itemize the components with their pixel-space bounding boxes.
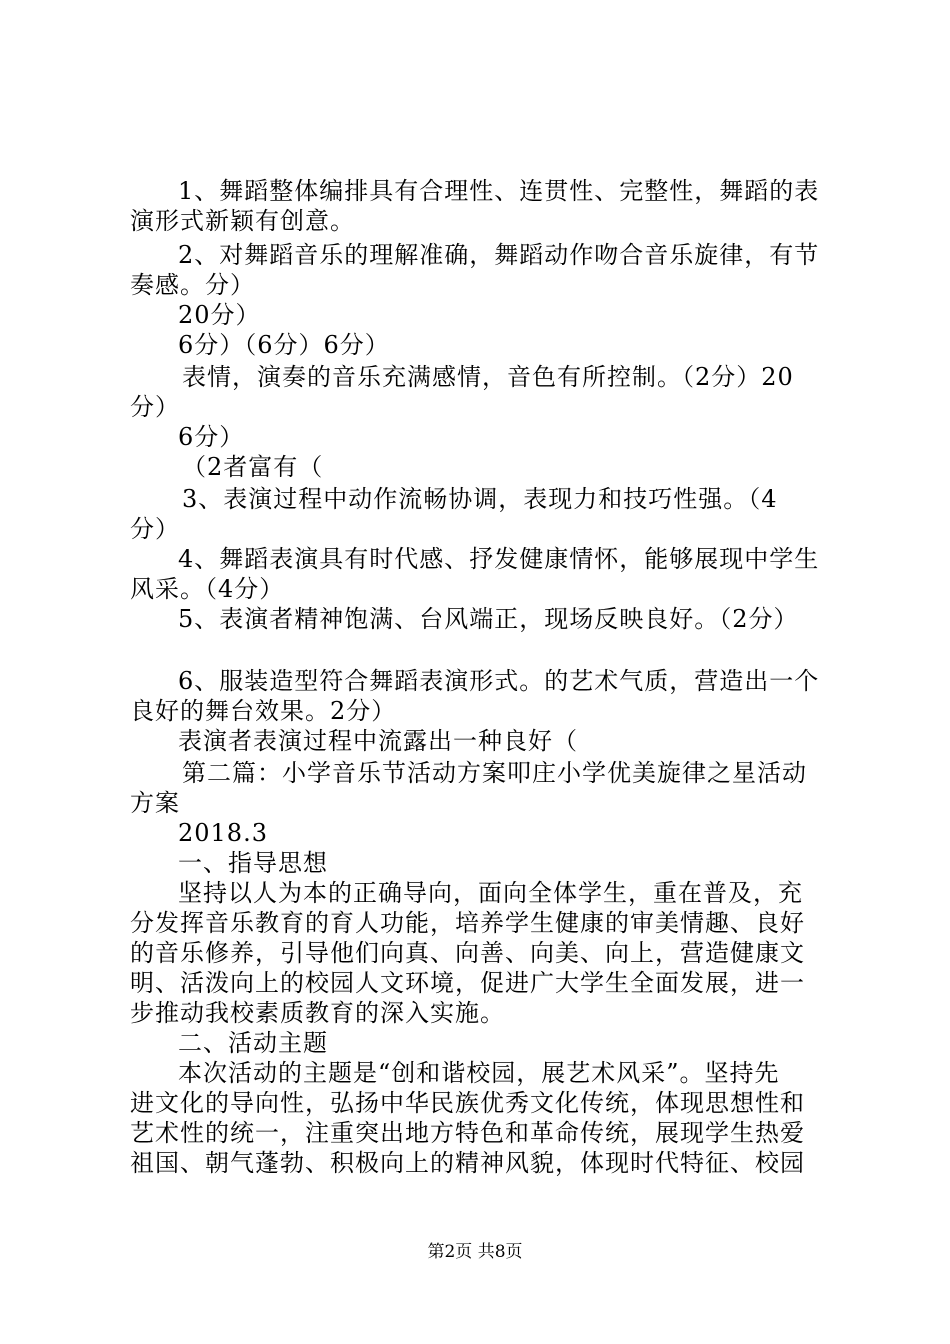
heading: 二、活动主题 xyxy=(178,1029,328,1057)
text-line: 6、服装造型符合舞蹈表演形式。的艺术气质，营造出一个 xyxy=(178,667,820,695)
text-line: 表演者表演过程中流露出一种良好（ xyxy=(178,727,578,755)
text-line: 3、表演过程中动作流畅协调，表现力和技巧性强。（4 xyxy=(182,485,778,513)
text-line: 良好的舞台效果。2分） xyxy=(130,697,397,725)
text-line: 20分） xyxy=(178,301,261,329)
text-line: 的音乐修养，引导他们向真、向善、向美、向上，营造健康文 xyxy=(130,939,805,967)
text-line: 表情，演奏的音乐充满感情，音色有所控制。（2分）20 xyxy=(182,363,794,391)
page-number-footer: 第2页 共8页 xyxy=(427,1242,523,1262)
text-line: 进文化的导向性，弘扬中华民族优秀文化传统，体现思想性和 xyxy=(130,1089,805,1117)
text-line: 艺术性的统一，注重突出地方特色和革命传统，展现学生热爱 xyxy=(130,1119,805,1147)
text-line: 明、活泼向上的校园人文环境，促进广大学生全面发展，进一 xyxy=(130,969,805,997)
text-line: 4、舞蹈表演具有时代感、抒发健康情怀，能够展现中学生 xyxy=(178,545,820,573)
text-line: 分） xyxy=(130,515,180,543)
text-line: （2者富有（ xyxy=(182,453,324,481)
text-line: 1、舞蹈整体编排具有合理性、连贯性、完整性，舞蹈的表 xyxy=(178,177,820,205)
text-line: 演形式新颖有创意。 xyxy=(130,207,355,235)
text-line: 5、表演者精神饱满、台风端正，现场反映良好。（2分） xyxy=(178,605,799,633)
text-line: 分） xyxy=(130,393,180,421)
text-line: 6分）（6分）6分） xyxy=(178,331,390,359)
text-line: 奏感。分） xyxy=(130,271,255,299)
text-line: 风采。（4分） xyxy=(130,575,285,603)
heading: 一、指导思想 xyxy=(178,849,328,877)
text-line: 步推动我校素质教育的深入实施。 xyxy=(130,999,505,1027)
text-line: 本次活动的主题是“创和谐校园，展艺术风采”。坚持先 xyxy=(178,1059,780,1087)
text-line: 分发挥音乐教育的育人功能，培养学生健康的审美情趣、良好 xyxy=(130,909,805,937)
date-line: 2018.3 xyxy=(178,819,268,847)
section-title: 方案 xyxy=(130,789,180,817)
section-title: 第二篇：小学音乐节活动方案叩庄小学优美旋律之星活动 xyxy=(182,759,807,787)
text-line: 6分） xyxy=(178,423,245,451)
text-line: 祖国、朝气蓬勃、积极向上的精神风貌，体现时代特征、校园 xyxy=(130,1149,805,1177)
text-line: 坚持以人为本的正确导向，面向全体学生，重在普及，充 xyxy=(178,879,803,907)
text-line: 2、对舞蹈音乐的理解准确，舞蹈动作吻合音乐旋律，有节 xyxy=(178,241,820,269)
